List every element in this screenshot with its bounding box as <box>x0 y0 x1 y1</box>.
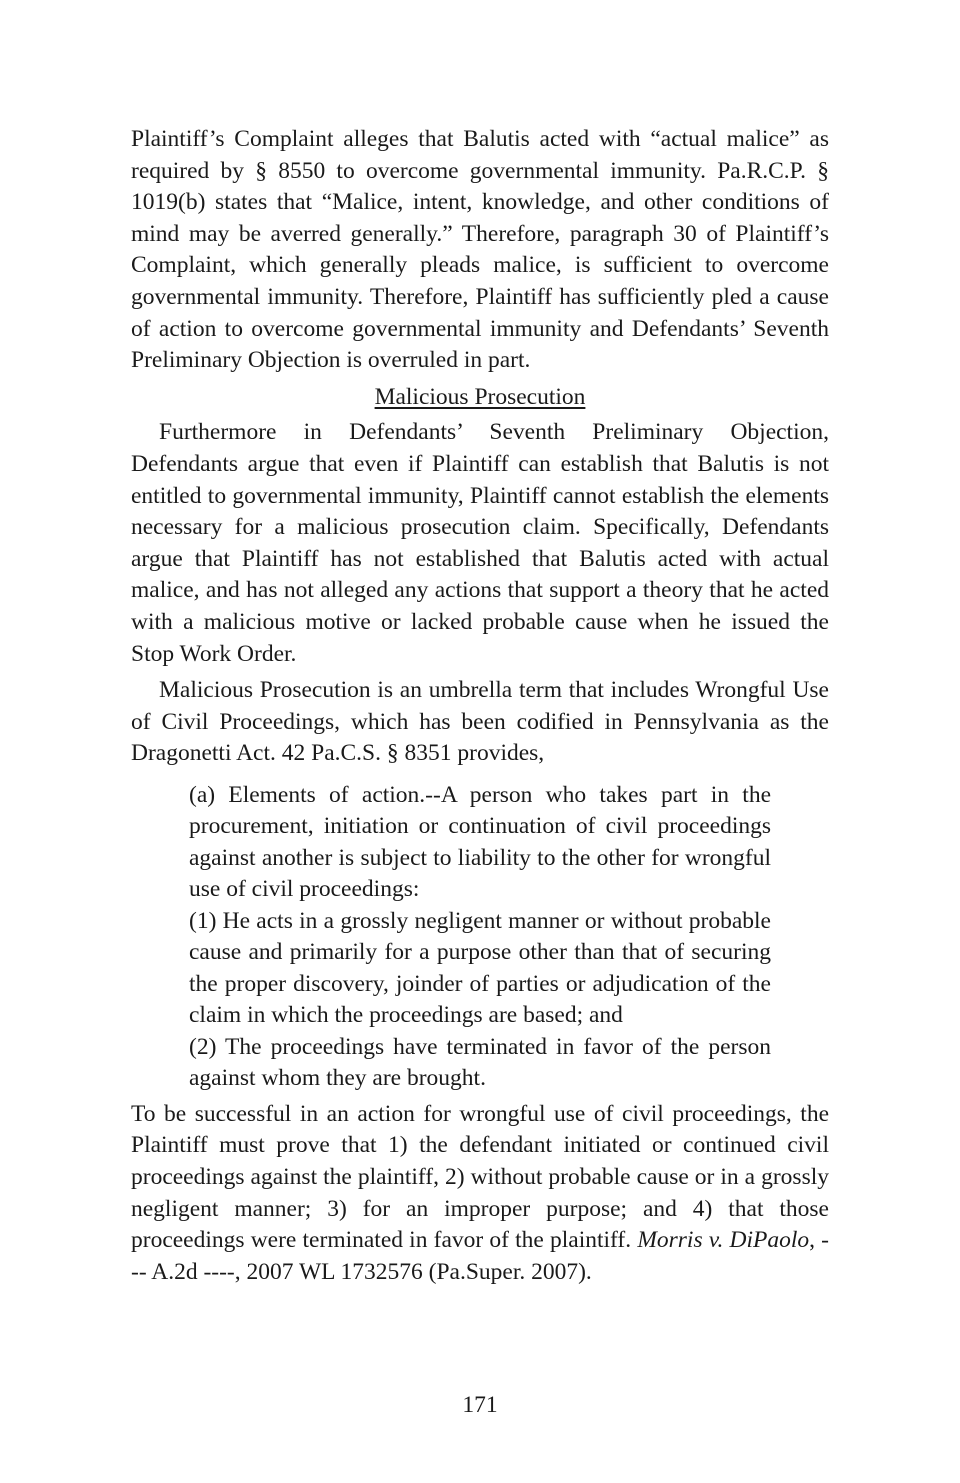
statute-block-quote <box>189 780 771 1095</box>
paragraph-elements-to-prove <box>131 1099 829 1289</box>
statute-clause-1: (1) He acts in a grossly negligent manner or without probable cause and primarily for a purpose other than that of securing the proper discovery, joinder of parties or adjudication of the claim in which the proceedings are based; and <box>189 907 771 1029</box>
page-body <box>131 124 829 1288</box>
page-number: 171 <box>462 1392 498 1418</box>
section-heading-text: Malicious Prosecution <box>374 383 586 410</box>
case-citation: , --- A.2d ----, 2007 WL 1732576 (Pa.Super. 2007). <box>131 1227 830 1285</box>
paragraph-seventh-objection: Furthermore in Defendants’ Seventh Preliminary Objection, Defendants argue that even if Plaintiff can establish that Balutis is not entitled to governmental immunity, Plaintiff cannot establish the elements necessary for a malicious prosecution claim. Specifically, Defendants argue that Plaintiff has not established that Balutis acted with actual malice, and has not alleged any actions that support a theory that he acted with a malicious motive or lacked probable cause when he issued the Stop Work Order. <box>131 419 829 667</box>
paragraph-dragonetti-act: Malicious Prosecution is an umbrella term that includes Wrongful Use of Civil Proceedings, which has been codified in Pennsylvania as the Dragonetti Act. 42 Pa.C.S. § 8351 provides, <box>131 677 829 767</box>
paragraph-governmental-immunity: Plaintiff’s Complaint alleges that Balutis acted with “actual malice” as required by § 8550 to overcome governmental immunity. Pa.R.C.P. § 1019(b) states that “Malice, intent, knowledge, and other conditions of mind may be averred generally.” Therefore, paragraph 30 of Plaintiff’s Complaint, which generally pleads malice, is sufficient to overcome governmental immunity. Therefore, Plaintiff has sufficiently pled a cause of action to overcome governmental immunity and Defendants’ Seventh Preliminary Objection is overruled in part. <box>131 126 829 374</box>
case-name: Morris v. DiPaolo <box>637 1227 810 1254</box>
elements-text: To be successful in an action for wrongful use of civil proceedings, the Plaintiff must prove that 1) the defendant initiated or continued civil proceedings against the plaintiff, 2) without probable cause or in a grossly negligent manner; 3) for an improper purpose; and 4) that those proceedings were terminated in favor of the plaintiff. <box>131 1100 829 1254</box>
statute-elements-of-action: (a) Elements of action.--A person who takes part in the procurement, initiation or continuation of civil proceedings against another is subject to liability to the other for wrongful use of civil proceedings: <box>189 781 771 903</box>
statute-clause-2: (2) The proceedings have terminated in favor of the person against whom they are brought. <box>189 1033 771 1092</box>
section-heading <box>131 382 829 414</box>
